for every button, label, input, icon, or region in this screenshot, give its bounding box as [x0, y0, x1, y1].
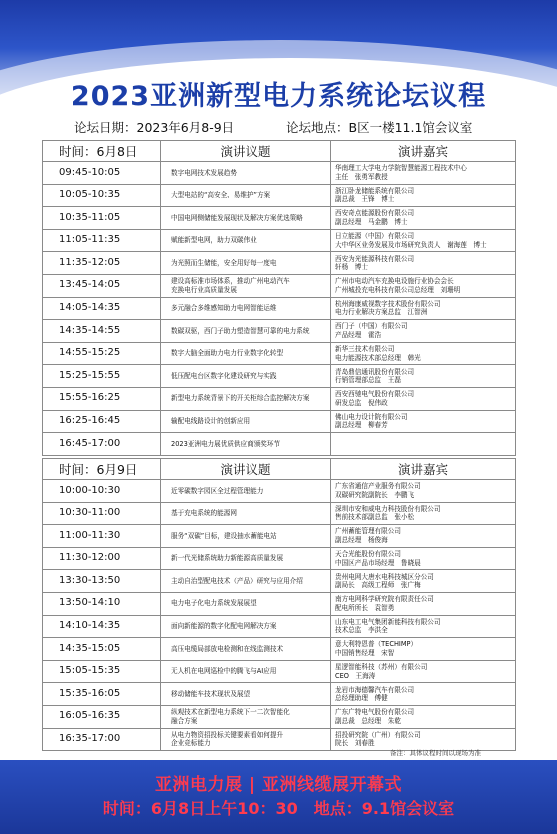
- bottom-banner: [0, 760, 557, 834]
- topic-line: 从电力物资招投标关键要素看如何提升: [171, 730, 284, 739]
- session-guest: [331, 274, 516, 297]
- topic-line: 融合方案: [171, 716, 198, 725]
- guest-line: 杭州海康威视数字技术股份有限公司: [335, 299, 441, 308]
- header-time: 时间：6月9日: [43, 459, 161, 480]
- session-topic: 大型电站的“高安全、易维护”方案: [161, 184, 331, 207]
- header-topic: 演讲议题: [161, 141, 331, 162]
- guest-line: 西安为光能源科技有限公司: [335, 254, 415, 263]
- session-guest: [331, 207, 516, 230]
- guest-line: 天合光能股份有限公司: [335, 549, 401, 558]
- session-guest: [331, 480, 516, 503]
- table-row: [43, 525, 516, 548]
- session-topic: 无人机在电网巡检中的腾飞与AI应用: [161, 660, 331, 683]
- session-guest: [331, 615, 516, 638]
- table-row: [43, 615, 516, 638]
- guest-line: 研发总监 倪伟政: [335, 398, 388, 407]
- guest-line: 副总经理 马金鹏 博士: [335, 217, 408, 226]
- table-row: [43, 184, 516, 207]
- table-row: [43, 410, 516, 433]
- session-time: 10:00-10:30: [43, 480, 161, 503]
- session-topic: 多元融合多维感知助力电网智能运维: [161, 297, 331, 320]
- session-topic: 移动储能车技术现状及展望: [161, 683, 331, 706]
- guest-line: 售前技术部副总监 张小松: [335, 513, 415, 522]
- session-guest: [331, 660, 516, 683]
- guest-line: 华南理工大学电力学院智慧能源工程技术中心: [335, 164, 467, 173]
- session-guest: [331, 162, 516, 185]
- guest-line: 广东省通信产业服务有限公司: [335, 482, 421, 491]
- table-row: [43, 705, 516, 728]
- opening-ceremony-time: 时间：6月8日上午10：30 地点：9.1馆会议室: [102, 799, 455, 818]
- session-time: 16:25-16:45: [43, 410, 161, 433]
- guest-line: 西安西驰电气股份有限公司: [335, 390, 415, 399]
- guest-line: 广州蓄能管理有限公司: [335, 527, 401, 536]
- guest-line: 配电所所长 袁智勇: [335, 603, 395, 612]
- session-topic: 赋能新型电网，助力双碳伟业: [161, 229, 331, 252]
- opening-ceremony-title: 亚洲电力展 | 亚洲线缆展开幕式: [154, 775, 403, 795]
- session-time: 13:50-14:10: [43, 592, 161, 615]
- table-row: [43, 570, 516, 593]
- session-topic: 2023亚洲电力展优质供应商颁奖环节: [161, 433, 331, 456]
- session-guest: [331, 570, 516, 593]
- session-topic: 数碳双驱，西门子助力塑造智慧可靠的电力系统: [161, 320, 331, 343]
- table-row: [43, 162, 516, 185]
- session-time: 11:05-11:35: [43, 229, 161, 252]
- topic-line: 建设高标准市场体系，推动广州电动汽车: [171, 277, 290, 286]
- session-topic: 电力电子化电力系统发展展望: [161, 592, 331, 615]
- guest-line: 副总裁 总经理 朱乾: [335, 716, 401, 725]
- session-time: 09:45-10:05: [43, 162, 161, 185]
- guest-line: 中国区产品市场经理 鲁晓晨: [335, 558, 421, 567]
- session-guest: [331, 547, 516, 570]
- session-time: 10:05-10:35: [43, 184, 161, 207]
- session-topic: 近零碳数字园区全过程管理能力: [161, 480, 331, 503]
- guest-line: 技术总监 李洪全: [335, 626, 388, 635]
- session-time: 13:45-14:05: [43, 274, 161, 297]
- guest-line: 双碳研究院副院长 李鹏飞: [335, 490, 415, 499]
- table-row: [43, 229, 516, 252]
- session-topic: [161, 705, 331, 728]
- table-row: [43, 547, 516, 570]
- session-guest: [331, 410, 516, 433]
- session-time: 11:30-12:00: [43, 547, 161, 570]
- session-time: 16:05-16:35: [43, 705, 161, 728]
- guest-line: 电力能源技术部总经理 韩光: [335, 353, 421, 362]
- session-topic: 中国电网侧储能发展现状及解决方案优选策略: [161, 207, 331, 230]
- session-guest: [331, 342, 516, 365]
- table-row: [43, 433, 516, 456]
- session-time: 16:45-17:00: [43, 433, 161, 456]
- session-guest: [331, 184, 516, 207]
- guest-line: 大中华区业务发展及市场研究负责人 谢海莲 博士: [335, 240, 487, 249]
- guest-line: 轩杨 博士: [335, 263, 368, 272]
- table-row: [43, 365, 516, 388]
- guest-line: CEO 王海涛: [335, 671, 376, 680]
- topic-line: 纵观技术在新型电力系统下一二次智能化: [171, 708, 290, 717]
- table-row: [43, 387, 516, 410]
- session-guest: [331, 525, 516, 548]
- header-guest: 演讲嘉宾: [331, 459, 516, 480]
- table-row: [43, 502, 516, 525]
- session-topic: 输配电线路设计的创新应用: [161, 410, 331, 433]
- table-row: [43, 638, 516, 661]
- session-time: 16:35-17:00: [43, 728, 161, 751]
- topic-line: 充换电行业高质量发展: [171, 285, 237, 294]
- session-topic: 高压电缆局部放电检测和在线监测技术: [161, 638, 331, 661]
- guest-line: 星逻智能科技（苏州）有限公司: [335, 662, 428, 671]
- session-topic: 低压配电台区数字化建设研究与实践: [161, 365, 331, 388]
- guest-line: 副总经理 柳春芳: [335, 421, 388, 430]
- header-guest: 演讲嘉宾: [331, 141, 516, 162]
- guest-line: 广东广特电气股份有限公司: [335, 708, 415, 717]
- session-guest: [331, 365, 516, 388]
- page-title: 2023亚洲新型电力系统论坛议程: [70, 81, 487, 112]
- guest-line: 日立能源（中国）有限公司: [335, 231, 415, 240]
- guest-line: 贵州电网大唐水电科技城区分公司: [335, 572, 434, 581]
- session-time: 10:30-11:00: [43, 502, 161, 525]
- session-time: 15:55-16:25: [43, 387, 161, 410]
- guest-line: 主任 张勇军教授: [335, 172, 388, 181]
- footnote: 备注：具体议程时间以现场为准: [390, 749, 481, 757]
- session-guest: [331, 252, 516, 275]
- session-guest: [331, 387, 516, 410]
- session-topic: [161, 274, 331, 297]
- session-topic: [161, 728, 331, 751]
- guest-line: 总经理助理 傅健: [335, 694, 388, 703]
- session-time: 15:25-15:55: [43, 365, 161, 388]
- guest-line: 南方电网科学研究院有限责任公司: [335, 595, 434, 604]
- table-row: [43, 342, 516, 365]
- table-row: [43, 320, 516, 343]
- session-topic: 基于充电系统的能源网: [161, 502, 331, 525]
- guest-line: 青岛鼎信通讯股份有限公司: [335, 367, 415, 376]
- guest-line: 浙江卧龙储能系统有限公司: [335, 186, 415, 195]
- guest-line: 深圳市安和威电力科技股份有限公司: [335, 504, 441, 513]
- session-guest: [331, 638, 516, 661]
- guest-line: 副总经理 杨俊海: [335, 535, 388, 544]
- session-time: 15:05-15:35: [43, 660, 161, 683]
- session-guest: [331, 297, 516, 320]
- agenda-table-day1: [42, 140, 516, 456]
- table-header-row: [43, 459, 516, 480]
- topic-line: 企业竞标能力: [171, 739, 211, 748]
- session-time: 11:00-11:30: [43, 525, 161, 548]
- session-time: 14:10-14:35: [43, 615, 161, 638]
- guest-line: 招投研究院（广州）有限公司: [335, 730, 421, 739]
- guest-line: 西门子（中国）有限公司: [335, 322, 408, 331]
- session-topic: 为光照而生储能，安全用好每一度电: [161, 252, 331, 275]
- session-time: 14:05-14:35: [43, 297, 161, 320]
- session-guest: [331, 683, 516, 706]
- session-topic: 新型电力系统背景下的开关柜综合监控解决方案: [161, 387, 331, 410]
- agenda-table-day2: [42, 458, 516, 751]
- guest-line: 龙岩市海德馨汽车有限公司: [335, 685, 415, 694]
- session-time: 15:35-16:05: [43, 683, 161, 706]
- session-guest: [331, 320, 516, 343]
- guest-line: 意大利特恩普（TECHIMP）: [335, 640, 418, 649]
- table-row: [43, 252, 516, 275]
- forum-date: 论坛日期：2023年6月8-9日: [74, 120, 235, 135]
- table-row: [43, 274, 516, 297]
- session-topic: 数字电网技术发展趋势: [161, 162, 331, 185]
- guest-line: 山东电工电气集团新能科技有限公司: [335, 617, 441, 626]
- session-guest: [331, 433, 516, 456]
- session-topic: 数字大脑全面助力电力行业数字化转型: [161, 342, 331, 365]
- session-time: 14:35-14:55: [43, 320, 161, 343]
- guest-line: 副总裁 王锋 博士: [335, 195, 395, 204]
- guest-line: 佛山电力设计院有限公司: [335, 412, 408, 421]
- header-time: 时间：6月8日: [43, 141, 161, 162]
- guest-line: 西安奇点能源股份有限公司: [335, 209, 415, 218]
- session-time: 14:35-15:05: [43, 638, 161, 661]
- session-guest: [331, 705, 516, 728]
- header-topic: 演讲议题: [161, 459, 331, 480]
- guest-line: 副局长 高级工程师 张广梅: [335, 581, 421, 590]
- guest-line: 行销管理部总监 王磊: [335, 376, 401, 385]
- guest-line: 新华三技术有限公司: [335, 344, 395, 353]
- guest-line: 院长 刘春胜: [335, 739, 375, 748]
- session-time: 10:35-11:05: [43, 207, 161, 230]
- session-guest: [331, 592, 516, 615]
- guest-line: 电力行业解决方案总监 江智洲: [335, 308, 428, 317]
- session-topic: 新一代光储系统助力新能源高质量发展: [161, 547, 331, 570]
- table-header-row: [43, 141, 516, 162]
- table-row: [43, 207, 516, 230]
- session-guest: [331, 229, 516, 252]
- session-time: 13:30-13:50: [43, 570, 161, 593]
- table-row: [43, 592, 516, 615]
- forum-venue: 论坛地点：B区一楼11.1馆会议室: [286, 120, 473, 135]
- session-guest: [331, 502, 516, 525]
- guest-line: 广州城投充电科技有限公司总经理 刘珊明: [335, 285, 461, 294]
- guest-line: 中国销售经理 宋智: [335, 648, 395, 657]
- table-row: [43, 480, 516, 503]
- session-topic: 主动自治型配电技术（产品）研究与应用介绍: [161, 570, 331, 593]
- session-topic: 面向新能源的数字化配电网解决方案: [161, 615, 331, 638]
- table-row: [43, 297, 516, 320]
- session-topic: 服务“双碳”目标，建设抽水蓄能电站: [161, 525, 331, 548]
- table-row: [43, 660, 516, 683]
- session-time: 14:55-15:25: [43, 342, 161, 365]
- session-time: 11:35-12:05: [43, 252, 161, 275]
- table-row: [43, 683, 516, 706]
- guest-line: 产品经理 霍浩: [335, 330, 382, 339]
- guest-line: 广州市电动汽车充换电设施行业协会会长: [335, 277, 454, 286]
